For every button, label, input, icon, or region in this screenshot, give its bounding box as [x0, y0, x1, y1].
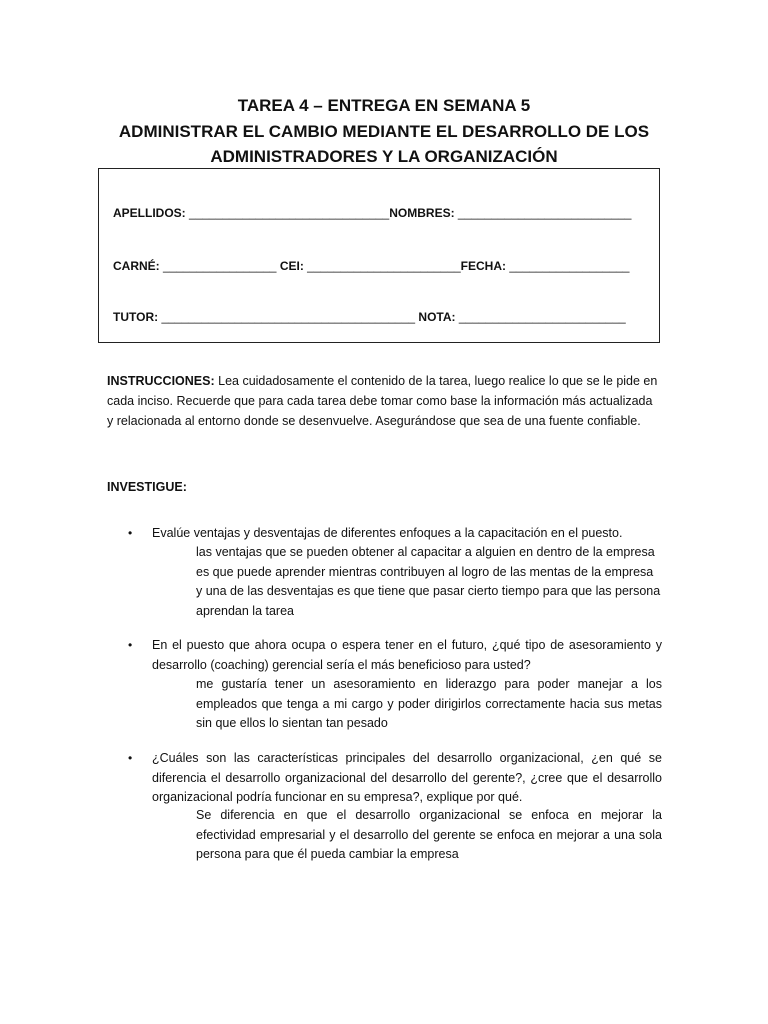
investigue-heading: INVESTIGUE:	[107, 480, 187, 494]
assignment-subtitle-line-1: ADMINISTRAR EL CAMBIO MEDIANTE EL DESARROLLO DE LOS	[118, 122, 650, 141]
question-2: En el puesto que ahora ocupa o espera tener en el futuro, ¿qué tipo de asesoramiento y desarrollo (coaching) gerencial sería el más beneficioso para usted?	[152, 638, 662, 672]
nota-label: NOTA:	[418, 310, 456, 324]
nombres-label: NOMBRES:	[389, 206, 455, 220]
assignment-title: TAREA 4 – ENTREGA EN SEMANA 5	[237, 96, 531, 115]
bullet-icon: •	[128, 751, 133, 765]
answer-3: Se diferencia en que el desarrollo organizacional se enfoca en mejorar la efectividad empresarial y el desarrollo del gerente se enfoca en mejorar a una sola persona para que él pueda cambiar la empresa	[196, 808, 662, 861]
cei-field[interactable]: _______________________	[307, 259, 461, 273]
question-3: ¿Cuáles son las características principales del desarrollo organizacional, ¿en qué se diferencia el desarrollo organizacional del desarrollo del gerente?, ¿cree que el desarrollo organizacional podría funcionar en su empresa?, explique por qué.	[152, 751, 662, 804]
tutor-row	[113, 309, 626, 325]
name-row	[113, 205, 631, 221]
nombres-field[interactable]: __________________________	[457, 206, 632, 220]
carne-label: CARNÉ:	[113, 259, 160, 273]
answer-2: me gustaría tener un asesoramiento en liderazgo para poder manejar a los empleados que tenga a mi cargo y poder dirigirlos correctamente hacia sus metas sin que ellos lo sientan tan pesado	[196, 677, 662, 730]
instructions-text: Lea cuidadosamente el contenido de la tarea, luego realice lo que se le pide en cada inciso. Recuerde que para cada tarea debe tomar como base la información más actualizada y relacionada al entorno donde se desenvuelve. Asegurándose que sea de una fuente confiable.	[107, 374, 658, 428]
question-1: Evalúe ventajas y desventajas de diferentes enfoques a la capacitación en el puesto.	[152, 526, 623, 540]
instructions-label: INSTRUCCIONES:	[107, 374, 215, 388]
student-info-box	[98, 168, 660, 343]
nota-field[interactable]: _________________________	[458, 310, 626, 324]
cei-label: CEI:	[279, 259, 304, 273]
apellidos-label: APELLIDOS:	[113, 206, 186, 220]
fecha-label: FECHA:	[460, 259, 506, 273]
id-row	[113, 258, 629, 274]
tutor-field[interactable]: ______________________________________	[161, 310, 416, 324]
assignment-subtitle-line-2: ADMINISTRADORES Y LA ORGANIZACIÓN	[210, 147, 558, 166]
bullet-icon: •	[128, 638, 133, 652]
answer-1: las ventajas que se pueden obtener al capacitar a alguien en dentro de la empresa es que puede aprender mientras contribuyen al logro de las mentas de la empresa y una de las desventajas es que tiene que pasar cierto tiempo para que las persona aprendan la tarea	[196, 545, 661, 618]
fecha-field[interactable]: __________________	[509, 259, 630, 273]
tutor-label: TUTOR:	[113, 310, 159, 324]
apellidos-field[interactable]: ______________________________	[189, 206, 390, 220]
carne-field[interactable]: _________________	[163, 259, 277, 273]
instructions-paragraph	[107, 371, 662, 431]
bullet-icon: •	[128, 526, 133, 540]
